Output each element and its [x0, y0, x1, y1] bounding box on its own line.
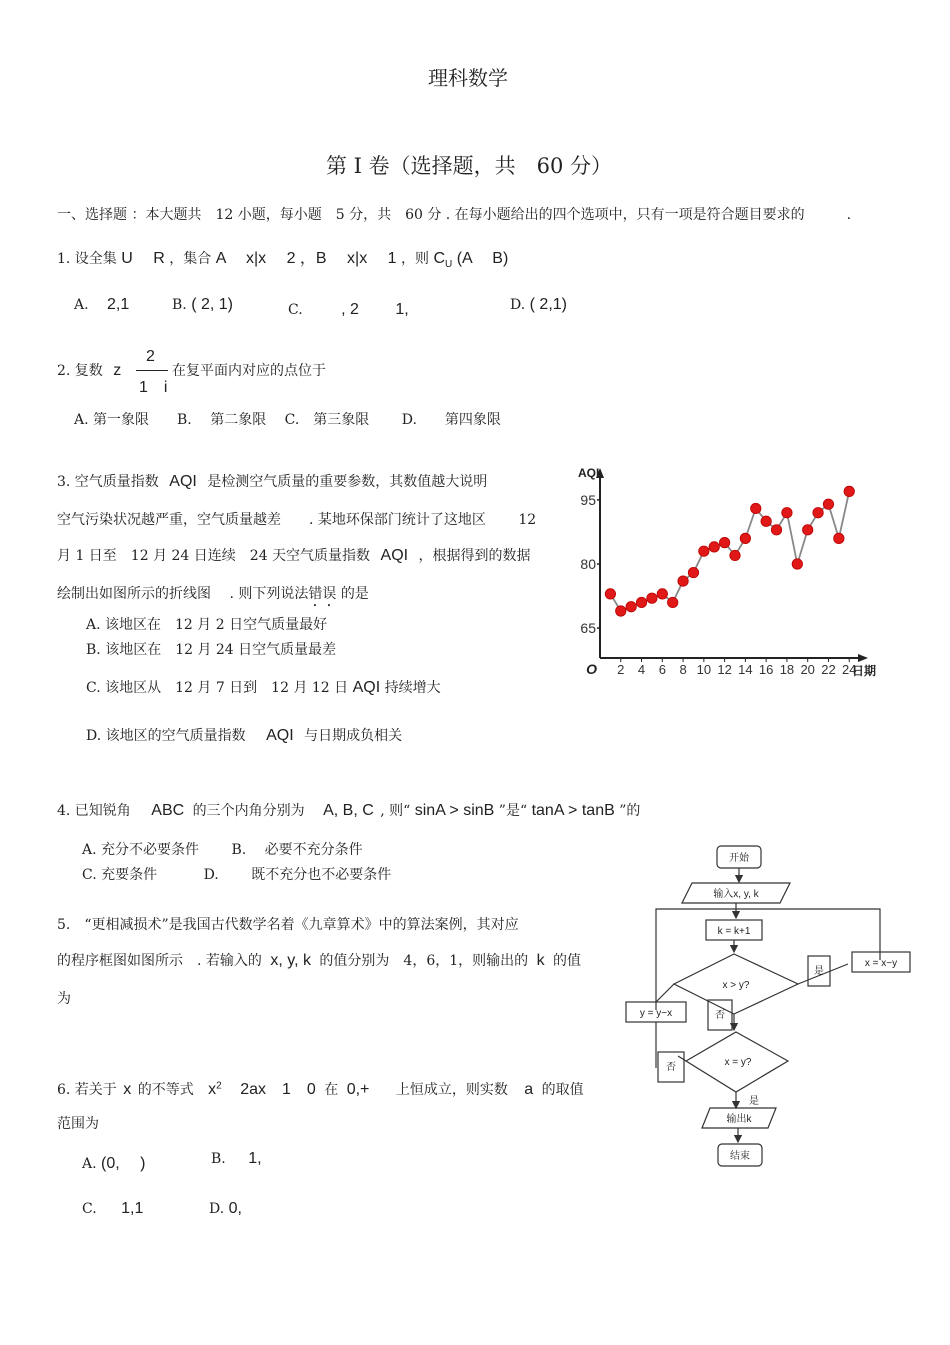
q1-math-a: U R [121, 250, 165, 267]
q1-option-a [74, 296, 129, 314]
aqi-data-point [647, 593, 657, 603]
q6-option-a [82, 1150, 145, 1173]
q3-line2: 空气污染状况越严重，空气质量越差 . 某地环保部门统计了这地区 12 [57, 512, 537, 528]
q3-line1-aqi: AQI [169, 473, 197, 490]
q3-opt-d-aqi: AQI [266, 727, 294, 744]
q5-line2-c: 的值 [553, 953, 582, 969]
flow-y-label: y = y−x [639, 1008, 673, 1019]
x-axis-title: 日期 [852, 664, 877, 678]
flowchart [620, 840, 920, 1175]
flow-yes2-label: 是 [749, 1096, 759, 1107]
q2-fraction-numerator: 2 [146, 348, 155, 365]
flow-no1-label: 否 [715, 1010, 725, 1021]
q5-line2-b: 的值分别为 4，6，1，则输出的 [319, 953, 529, 969]
q3-line1 [57, 471, 487, 491]
x-tick-label: 20 [800, 662, 815, 677]
flow-x-label: x = x−y [864, 958, 898, 969]
q4-stem [57, 800, 640, 820]
q1-d-value: ( 2,1) [529, 296, 567, 313]
aqi-data-point [761, 516, 771, 526]
q6-d-label: D. [209, 1201, 225, 1217]
q6-a: a [524, 1081, 534, 1098]
q1-a-value: 2,1 [107, 296, 130, 313]
q6-x2: x [208, 1081, 217, 1098]
aqi-data-point [605, 589, 615, 599]
y-tick-label: 65 [580, 620, 596, 637]
flow-cond1-label: x > y? [722, 980, 750, 991]
q3-line3-a: 月 1 日至 12 月 24 日连续 24 天空气质量指数 [57, 548, 371, 564]
flow-input-label: 输入x, y, k [713, 889, 759, 900]
q1-b-value: ( 2, 1) [191, 296, 233, 313]
aqi-data-point [813, 508, 823, 518]
q1-a-label: A. [74, 297, 89, 313]
y-tick-label: 95 [580, 491, 596, 508]
q1-d-label: D. [510, 297, 526, 313]
q6-b-value: 1, [248, 1150, 262, 1167]
q4-tan: tanA > tanB [531, 802, 615, 819]
q1-math-c: C [433, 250, 446, 267]
aqi-data-point [771, 525, 781, 535]
section-title: 第 I 卷（选择题，共 60 分） [326, 154, 613, 178]
q6-stem-c: 在 [324, 1082, 339, 1098]
q6-d-value: 0, [228, 1200, 242, 1217]
q6-option-c [82, 1200, 143, 1218]
flow-no2-label: 否 [666, 1062, 676, 1073]
flow-k-label: k = k+1 [717, 926, 751, 937]
paper-title: 理科数学 [428, 66, 508, 90]
x-tick-label: 22 [821, 662, 836, 677]
q6-stem-cont: 范围为 [57, 1116, 99, 1132]
x-tick-label: 18 [779, 662, 795, 677]
q6-x: x [123, 1081, 132, 1098]
aqi-data-point [688, 567, 698, 577]
q6-b-label: B. [211, 1151, 226, 1167]
aqi-data-point [667, 597, 677, 607]
aqi-data-point [657, 589, 667, 599]
aqi-data-point [626, 602, 636, 612]
q6-exponent: 2 [216, 1080, 222, 1092]
q3-option-c [86, 677, 441, 697]
q3-option-a: A. 该地区在 12 月 2 日空气质量最好 [86, 617, 328, 633]
x-tick-label: 24 [841, 662, 857, 677]
flow-start-label: 开始 [729, 853, 749, 864]
q1-stem-prefix: 1. 设全集 [57, 251, 117, 267]
y-tick-label: 80 [580, 556, 596, 572]
aqi-data-point [751, 503, 761, 513]
aqi-data-point [792, 559, 802, 569]
q3-option-d [86, 725, 402, 745]
y-axis-title: AQI [578, 466, 600, 480]
x-tick-label: 2 [617, 662, 625, 677]
q2-stem-suffix: 在复平面内对应的点位于 [172, 363, 326, 379]
q1-stem [57, 245, 508, 270]
q5-line2 [57, 950, 581, 970]
q3-line4-emphasis: 错误 [308, 586, 337, 602]
q3-line4-b: 的是 [340, 586, 369, 602]
q3-line1-b: 是检测空气质量的重要参数，其数值越大说明 [207, 474, 488, 490]
aqi-series-line [610, 491, 849, 611]
x-tick-label: 8 [679, 662, 687, 677]
q3-line4-a: 绘制出如图所示的折线图 . 则下列说法 [57, 586, 309, 602]
q3-line4 [57, 583, 369, 610]
flow-loop-frame [656, 909, 880, 1010]
q4-stem-c: , 则“ [380, 803, 411, 819]
q6-stem-a: 6. 若关于 [57, 1082, 117, 1098]
q1-math-d: (A B) [456, 250, 509, 267]
q1-stem-then: ，则 [401, 251, 429, 267]
flow-edge [678, 1056, 686, 1061]
aqi-data-point [823, 499, 833, 509]
q6-stem-d: 上恒成立，则实数 [395, 1082, 508, 1098]
chart-layer [578, 466, 876, 678]
q4-angles: A, B, C [323, 802, 374, 819]
aqi-data-point [730, 550, 740, 560]
q3-option-b: B. 该地区在 12 月 24 日空气质量最差 [86, 642, 337, 658]
x-tick-label: 10 [696, 662, 712, 677]
x-tick-label: 16 [758, 662, 774, 677]
aqi-data-point [834, 533, 844, 543]
q1-c-value: , 2 1, [341, 301, 409, 318]
aqi-line-chart [570, 458, 890, 678]
q4-options-row2: C. 充要条件 D. 既不充分也不必要条件 [82, 867, 392, 883]
q6-stem-b: 的不等式 [137, 1082, 194, 1098]
origin-label: O [586, 661, 597, 677]
q2-fraction-bar [136, 370, 168, 371]
q2-prefix-text: 2. 复数 [57, 363, 103, 379]
aqi-data-point [782, 508, 792, 518]
q1-stem-mid: ，集合 [169, 251, 212, 267]
q5-xyk: x, y, k [270, 952, 311, 969]
aqi-data-point [740, 533, 750, 543]
q6-option-b [211, 1150, 262, 1168]
aqi-data-point [699, 546, 709, 556]
q3-line1-a: 3. 空气质量指数 [57, 474, 159, 490]
aqi-data-point [709, 542, 719, 552]
aqi-data-point [678, 576, 688, 586]
q6-interval: 0,+ [346, 1081, 370, 1098]
q3-line3-b: ，根据得到的数据 [418, 548, 531, 564]
q5-line2-a: 的程序框图如图所示 . 若输入的 [57, 953, 262, 969]
q6-stem [57, 1076, 584, 1099]
x-tick-label: 12 [717, 662, 732, 677]
q4-options-row1: A. 充分不必要条件 B. 必要不充分条件 [82, 842, 363, 858]
q2-fraction-denominator: 1 i [139, 379, 168, 396]
q3-line3-aqi: AQI [380, 547, 409, 564]
q3-opt-d-b: 与日期成负相关 [304, 728, 403, 744]
part1-heading: 一、选择题 ：本大题共 12 小题，每小题 5 分，共 60 分 . 在每小题给出的四个选项中，只有一项是符合题目要求的 . [57, 207, 852, 223]
q5-k: k [536, 952, 545, 969]
q6-expr: 2ax 1 0 [240, 1081, 316, 1098]
q4-stem-a: 4. 已知锐角 [57, 803, 131, 819]
q3-opt-d-a: D. 该地区的空气质量指数 [86, 728, 246, 744]
q2-stem-prefix [57, 360, 121, 380]
q1-b-label: B. [172, 297, 187, 313]
x-tick-label: 6 [658, 662, 666, 677]
flow-end-label: 结束 [730, 1151, 750, 1162]
flow-output-label: 输出k [726, 1114, 752, 1125]
q1-math-b: A x|x 2 ，B x|x 1 [215, 250, 397, 267]
q2-z: z [113, 362, 122, 379]
q6-stem-e: 的取值 [541, 1082, 584, 1098]
q6-c-value: 1,1 [121, 1200, 144, 1217]
flow-edge [656, 984, 674, 1002]
x-tick-label: 4 [637, 662, 646, 677]
q4-sin: sinA > sinB [414, 802, 495, 819]
flow-cond2-label: x = y? [724, 1057, 752, 1068]
q4-stem-b: 的三个内角分别为 [192, 803, 305, 819]
q1-c-label: C. [288, 302, 303, 318]
x-tick-label: 14 [738, 662, 753, 677]
x-axis-arrow [858, 654, 868, 662]
aqi-data-point [802, 525, 812, 535]
q2-options: A. 第一象限 B. 第二象限 C. 第三象限 D. 第四象限 [74, 412, 501, 428]
q1-math-c-sub: U [445, 258, 453, 270]
q6-a-value: (0, ) [101, 1155, 146, 1172]
q1-option-d [510, 296, 567, 314]
flow-yes1-label: 是 [814, 966, 824, 977]
aqi-data-point [844, 486, 854, 496]
aqi-data-point [719, 537, 729, 547]
q3-opt-c-aqi: AQI [352, 679, 381, 696]
q6-c-label: C. [82, 1201, 97, 1217]
q5-line3: 为 [57, 991, 71, 1007]
aqi-data-point [636, 597, 646, 607]
q4-abc: ABC [151, 802, 185, 819]
aqi-data-point [616, 606, 626, 616]
q4-stem-e: ”的 [619, 803, 641, 819]
q3-line3 [57, 545, 531, 565]
q3-opt-c-a: C. 该地区从 12 月 7 日到 12 月 12 日 [86, 680, 349, 696]
q3-opt-c-b: 持续增大 [384, 680, 441, 696]
q5-line1: 5. “更相减损术”是我国古代数学名着《九章算术》中的算法案例，其对应 [57, 917, 519, 933]
q4-stem-d: ”是“ [498, 803, 528, 819]
q6-option-d [209, 1200, 242, 1218]
q1-option-c [288, 296, 409, 319]
q1-option-b [172, 296, 233, 314]
q6-a-label: A. [82, 1156, 97, 1172]
